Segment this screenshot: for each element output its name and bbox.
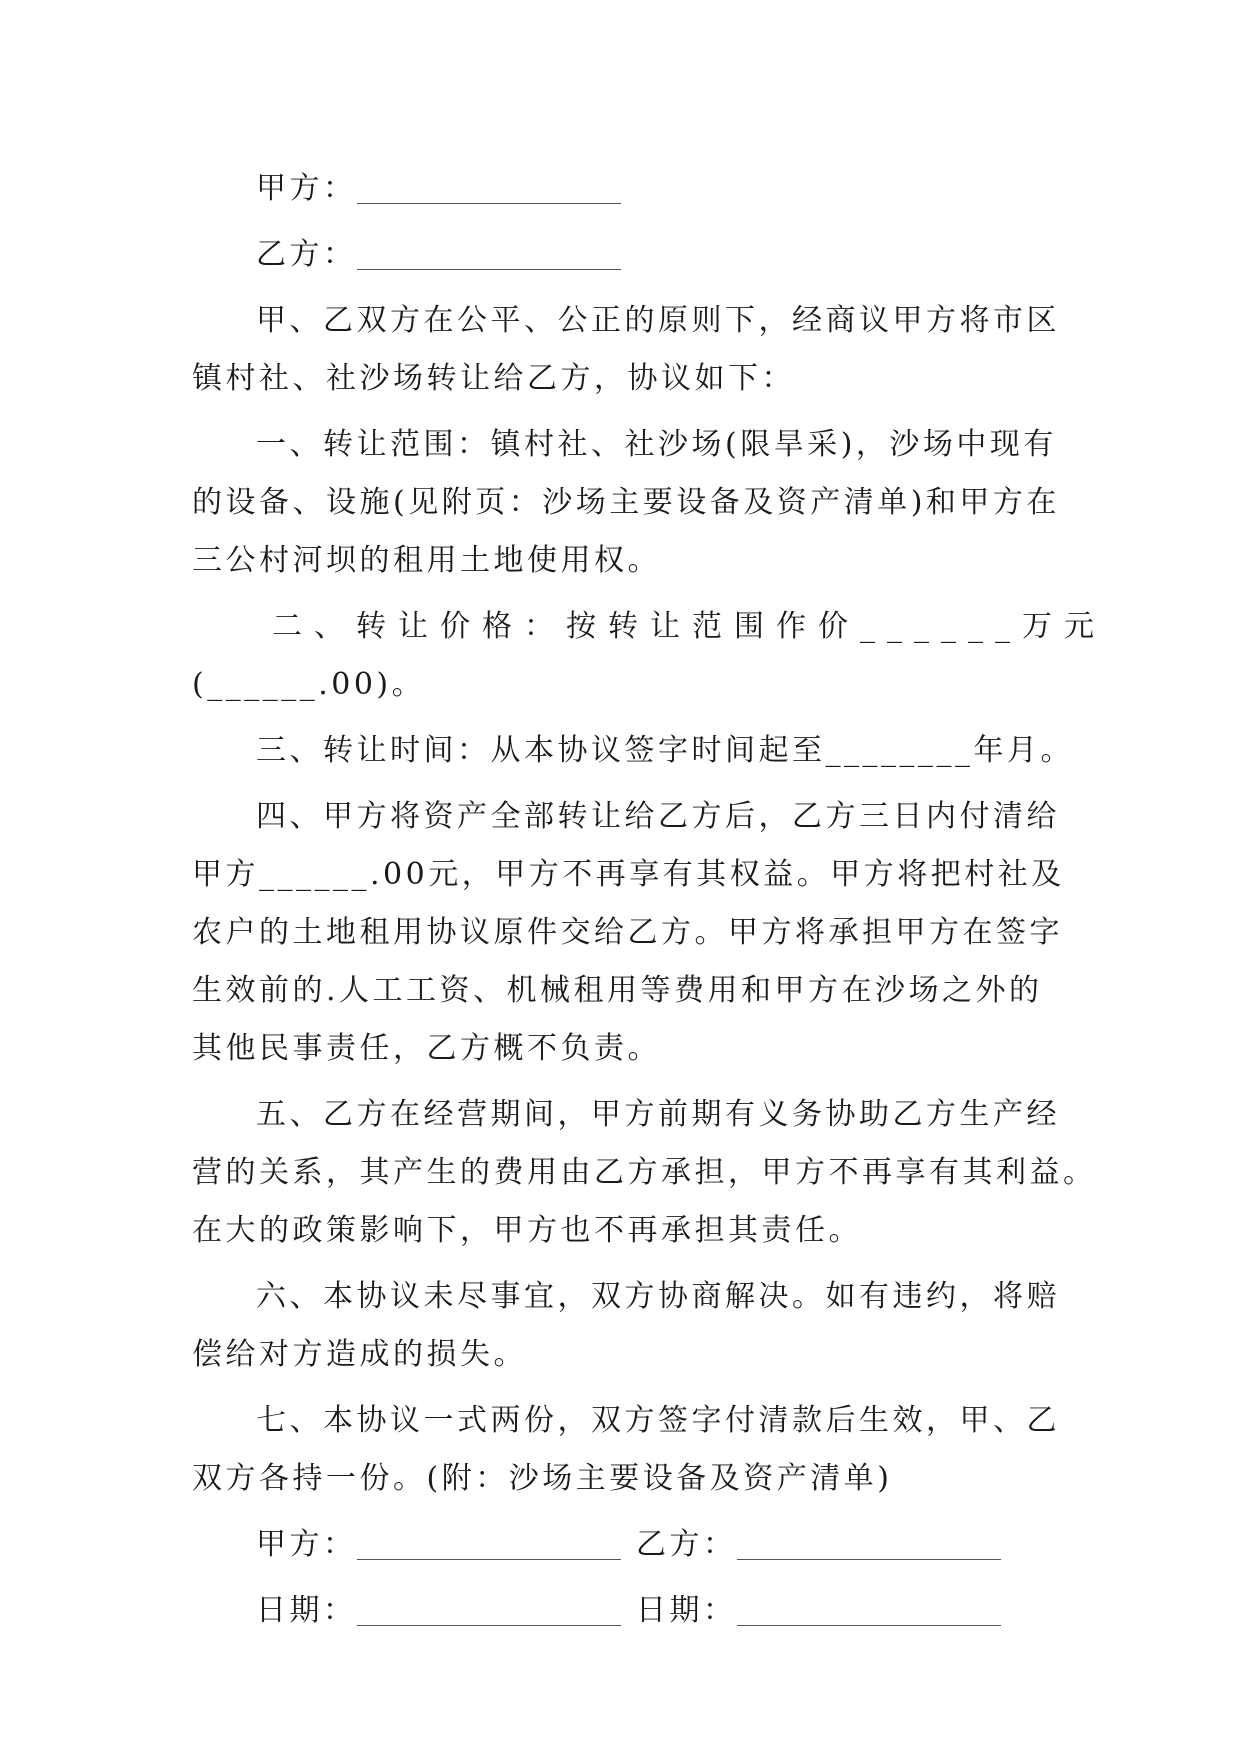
item4-line-5: 其他民事责任，乙方概不负责。 (192, 1031, 661, 1066)
item3-line-1: 三、转让时间：从本协议签字时间起至________年月。 (256, 733, 1074, 768)
date-party-a-blank[interactable] (357, 1595, 621, 1626)
item5-line-2: 营的关系，其产生的费用由乙方承担，甲方不再享有其利益。 (192, 1155, 1097, 1190)
date-party-b-blank[interactable] (737, 1595, 1001, 1626)
item2-line-1: 二、转让价格：按转让范围作价______万元 (272, 609, 1106, 644)
item6-line-2: 偿给对方造成的损失。 (192, 1337, 527, 1372)
date-party-b (636, 1593, 1001, 1628)
item5-line-1: 五、乙方在经营期间，甲方前期有义务协助乙方生产经 (256, 1097, 1060, 1132)
intro-line-1: 甲、乙双方在公平、公正的原则下，经商议甲方将市区 (256, 303, 1060, 338)
signature-party-a (256, 1516, 636, 1574)
item4-line-3: 农户的土地租用协议原件交给乙方。甲方将承担甲方在签字 (192, 915, 1063, 950)
date-party-a (256, 1582, 636, 1640)
date-row (192, 1582, 1052, 1640)
item1-line-2: 的设备、设施(见附页：沙场主要设备及资产清单)和甲方在 (192, 485, 1060, 520)
party-a-blank[interactable] (357, 173, 621, 204)
item6-line-1: 六、本协议未尽事宜，双方协商解决。如有违约，将赔 (256, 1279, 1060, 1314)
item4-line-2: 甲方______.00元，甲方不再享有其权益。甲方将把村社及 (192, 857, 1065, 892)
party-b-line (192, 226, 1052, 284)
party-b-label: 乙方： (256, 237, 357, 272)
item1-line-1: 一、转让范围：镇村社、社沙场(限旱采)，沙场中现有 (256, 427, 1057, 462)
signature-party-b-label: 乙方： (636, 1527, 737, 1562)
signature-party-b (636, 1527, 1001, 1562)
signature-party-b-blank[interactable] (737, 1529, 1001, 1560)
party-a-line (192, 160, 1052, 218)
signature-row (192, 1516, 1052, 1574)
item7-line-2: 双方各持一份。(附：沙场主要设备及资产清单) (192, 1461, 893, 1496)
item4-line-4: 生效前的.人工工资、机械租用等费用和甲方在沙场之外的 (192, 973, 1043, 1008)
signature-party-a-blank[interactable] (357, 1529, 621, 1560)
signature-party-a-label: 甲方： (256, 1527, 357, 1562)
date-party-b-label: 日期： (636, 1593, 737, 1628)
item5-line-3: 在大的政策影响下，甲方也不再承担其责任。 (192, 1213, 862, 1248)
party-b-blank[interactable] (357, 239, 621, 270)
intro-line-2: 镇村社、社沙场转让给乙方，协议如下： (192, 361, 795, 396)
date-party-a-label: 日期： (256, 1593, 357, 1628)
item1-line-3: 三公村河坝的租用土地使用权。 (192, 543, 661, 578)
item2-line-2: (______.00)。 (192, 667, 426, 702)
item7-line-1: 七、本协议一式两份，双方签字付清款后生效，甲、乙 (256, 1403, 1060, 1438)
agreement-body (192, 160, 1106, 1640)
item4-line-1: 四、甲方将资产全部转让给乙方后，乙方三日内付清给 (256, 799, 1060, 834)
party-a-label: 甲方： (256, 171, 357, 206)
